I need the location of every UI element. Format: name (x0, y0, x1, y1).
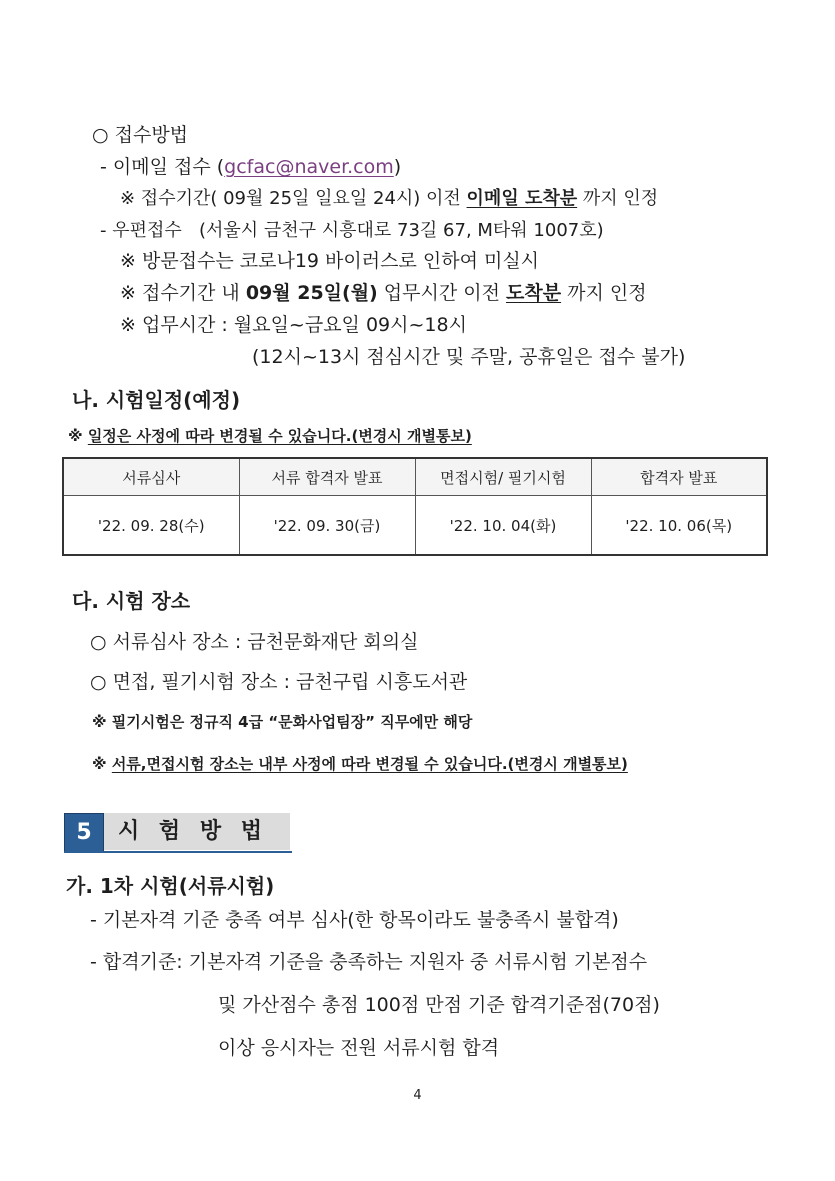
period-note-prefix: ※ 접수기간 내 (120, 282, 246, 304)
email-arrival-emphasis: 이메일 도착분 (466, 188, 578, 209)
schedule-date-cell: '22. 10. 04(화) (415, 496, 591, 556)
interview-venue-item: ○ 면접, 필기시험 장소 : 금천구립 시흥도서관 (90, 671, 468, 693)
section-number-badge: 5 (64, 813, 104, 852)
schedule-table (62, 457, 768, 556)
email-deadline-note (120, 184, 658, 210)
visit-receipt-note: ※ 방문접수는 코로나19 바이러스로 인하여 미실시 (120, 250, 540, 272)
document-venue-item: ○ 서류심사 장소 : 금천문화재단 회의실 (90, 631, 419, 653)
schedule-header-cell: 서류심사 (63, 458, 239, 496)
schedule-note-text: 일정은 사정에 따라 변경될 수 있습니다.(변경시 개별통보) (87, 427, 472, 445)
qualification-check-item: - 기본자격 기준 충족 여부 심사(한 항목이라도 불충족시 불합격) (90, 909, 619, 931)
email-receipt-close: ) (393, 156, 402, 178)
first-exam-heading: 가. 1차 시험(서류시험) (66, 874, 275, 898)
pass-criteria-continued: 및 가산점수 총점 100점 만점 기준 합격기준점(70점) (218, 994, 660, 1016)
schedule-note-mark: ※ (68, 427, 88, 445)
email-receipt-label: - 이메일 접수 ( (100, 156, 225, 178)
email-deadline-suffix: 까지 인정 (577, 188, 659, 209)
period-deadline-date: 09월 25일(월) (245, 282, 378, 304)
post-receipt-line (100, 216, 604, 242)
schedule-header-row (63, 458, 767, 496)
pass-criteria-result: 이상 응시자는 전원 서류시험 합격 (218, 1037, 500, 1059)
post-address: (서울시 금천구 시흥대로 73길 67, M타워 1007호) (198, 220, 604, 241)
period-note-suffix: 까지 인정 (561, 282, 647, 304)
business-hours-note: ※ 업무시간 : 월요일~금요일 09시~18시 (120, 314, 467, 336)
email-receipt-line (100, 152, 401, 179)
schedule-date-cell: '22. 09. 28(수) (63, 496, 239, 556)
venue-heading: 다. 시험 장소 (72, 589, 191, 613)
schedule-heading: 나. 시험일정(예정) (72, 388, 241, 412)
schedule-date-cell: '22. 10. 06(목) (591, 496, 767, 556)
section-title: 시 험 방 법 (104, 813, 290, 850)
schedule-date-row (63, 496, 767, 556)
business-hours-exception: (12시~13시 점심시간 및 주말, 공휴일은 접수 불가) (252, 346, 686, 368)
page-number: 4 (413, 1088, 422, 1103)
post-receipt-label: - 우편접수 (100, 220, 182, 241)
section-underline (64, 851, 292, 853)
schedule-header-cell: 면접시험/ 필기시험 (415, 458, 591, 496)
schedule-header-cell: 합격자 발표 (591, 458, 767, 496)
written-exam-note: ※ 필기시험은 정규직 4급 “문화사업팀장” 직무에만 해당 (92, 713, 473, 731)
schedule-date-cell: '22. 09. 30(금) (239, 496, 415, 556)
email-deadline-prefix: ※ 접수기간( 09월 25일 일요일 24시) 이전 (120, 188, 467, 209)
email-address-link[interactable]: gcfac@naver.com (224, 156, 394, 178)
arrival-emphasis: 도착분 (506, 282, 562, 304)
venue-change-note (92, 753, 628, 774)
pass-criteria-item: - 합격기준: 기본자격 기준을 충족하는 지원자 중 서류시험 기본점수 (90, 951, 648, 973)
period-note (120, 278, 647, 305)
schedule-note (68, 425, 472, 446)
schedule-header-cell: 서류 합격자 발표 (239, 458, 415, 496)
venue-change-text: 서류,면접시험 장소는 내부 사정에 따라 변경될 수 있습니다.(변경시 개별통보) (111, 755, 628, 773)
receipt-heading: ○ 접수방법 (92, 124, 189, 146)
venue-change-mark: ※ (92, 755, 112, 773)
period-note-middle: 업무시간 이전 (377, 282, 506, 304)
